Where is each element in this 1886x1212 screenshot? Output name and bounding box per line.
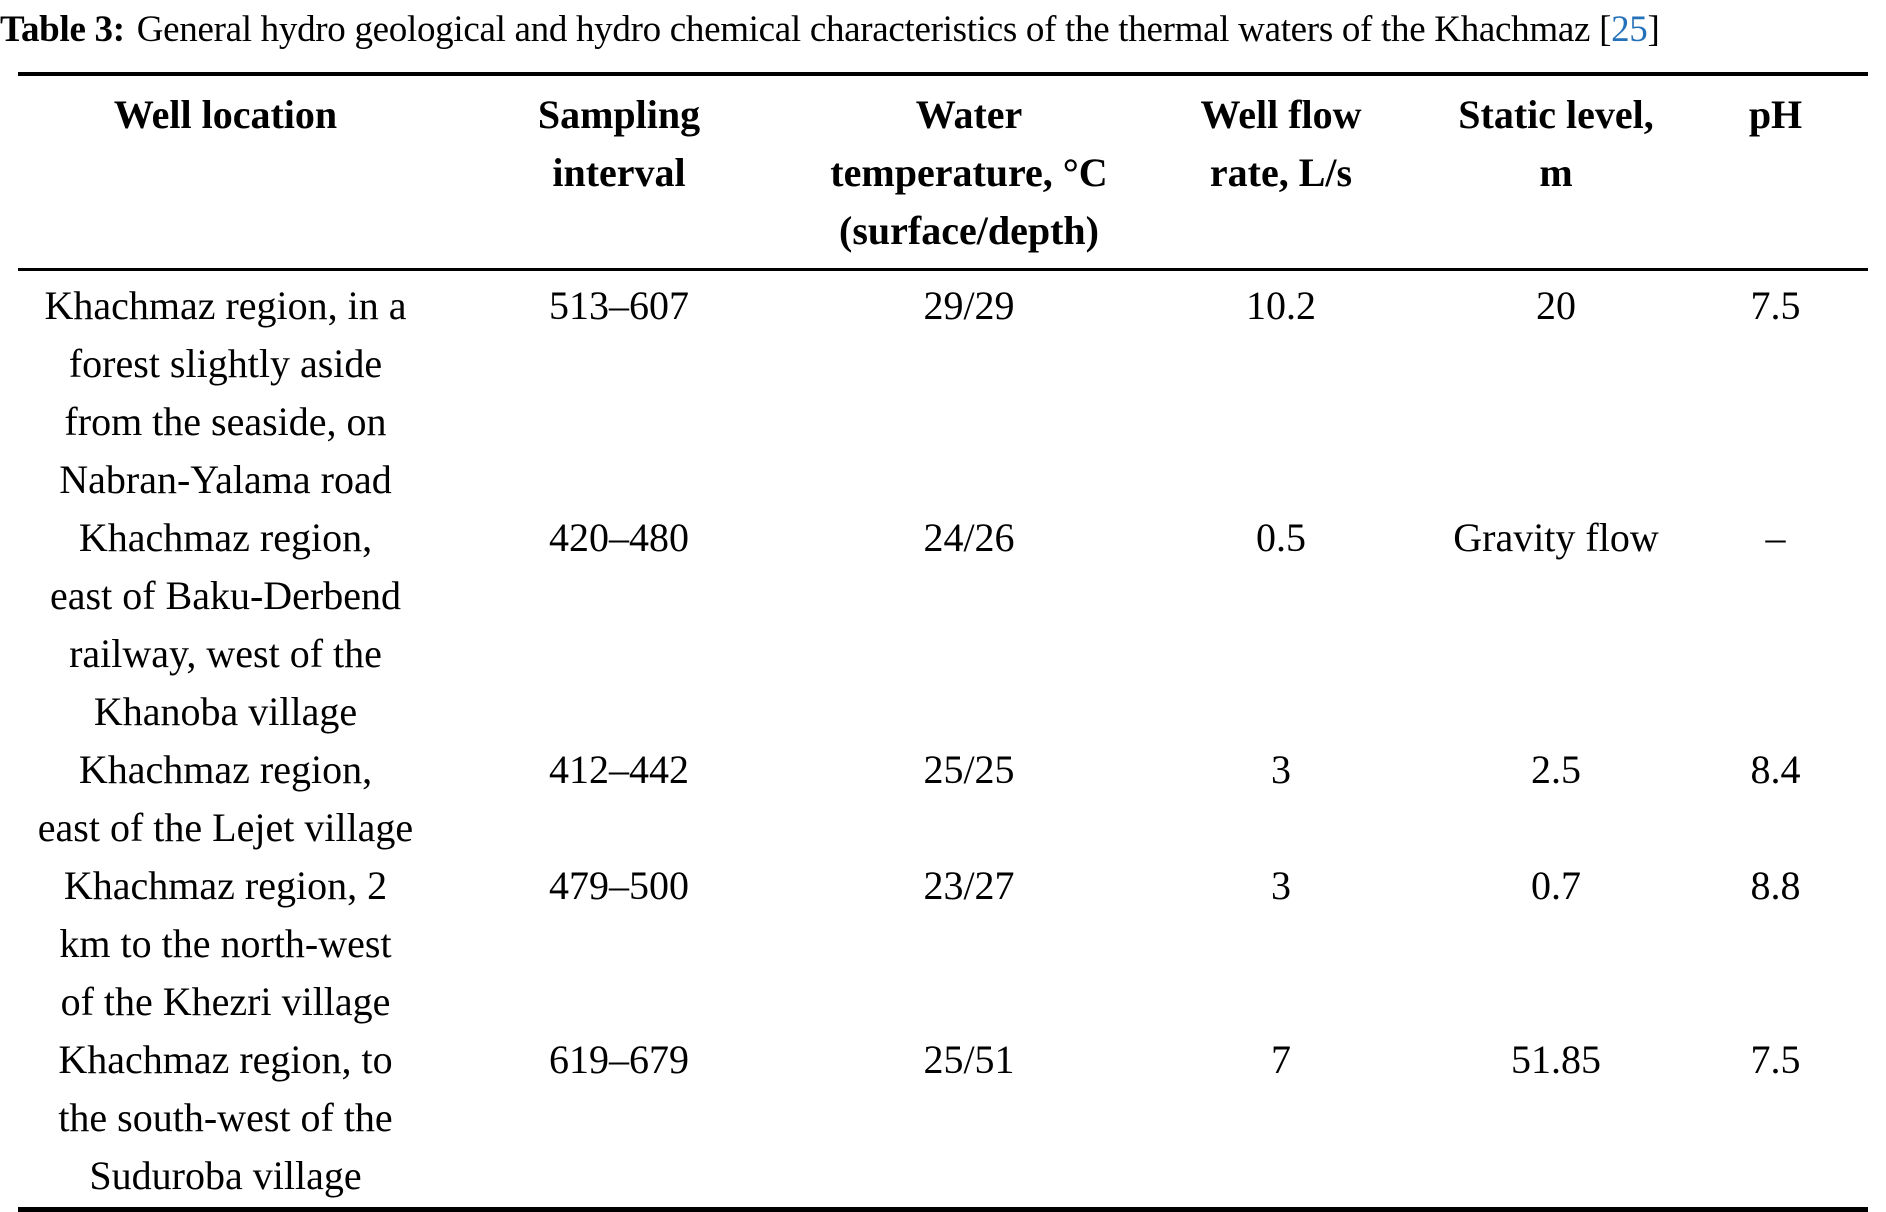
cell-static-level: 51.85 [1511,1037,1601,1082]
table-header [18,76,1868,271]
column-header-well-flow-rate [1133,86,1429,202]
cell-well-location [18,1031,433,1205]
cell-water-temperature: 23/27 [923,863,1015,908]
caption-text: General hydro geological and hydro chemical characteristics of the thermal waters of the Khachmaz [136,9,1591,50]
header-line: m [1539,150,1573,195]
cell-sampling-interval: 420–480 [549,515,689,560]
cell-well-flow-rate: 3 [1271,863,1291,908]
table-body [18,271,1868,1207]
table-row [18,741,1868,857]
cell-ph: 8.4 [1750,747,1801,792]
table-row [18,277,1868,509]
header-line: interval [552,150,686,195]
cell-well-flow-rate: 10.2 [1246,283,1316,328]
cell-static-level: 20 [1536,283,1576,328]
cell-static-level: 0.7 [1531,863,1581,908]
citation-bracket-close: ] [1647,9,1660,50]
cell-well-flow-rate: 0.5 [1256,515,1306,560]
header-line: temperature, °C [830,150,1108,195]
data-table [18,72,1868,1212]
header-line: (surface/depth) [839,208,1099,253]
cell-sampling-interval: 412–442 [549,747,689,792]
cell-water-temperature: 29/29 [923,283,1015,328]
location-line: of the Khezri village [60,979,391,1024]
cell-well-location [18,857,433,1031]
location-line: railway, west of the [69,631,382,676]
location-line: forest slightly aside [68,341,383,386]
location-line: Suduroba village [89,1153,362,1198]
cell-sampling-interval: 479–500 [549,863,689,908]
column-header-static-level [1429,86,1683,202]
table-caption [0,0,1886,58]
cell-well-location [18,277,433,509]
cell-well-flow-rate: 3 [1271,747,1291,792]
cell-ph: – [1765,515,1786,560]
location-line: Khanoba village [93,689,358,734]
header-line: pH [1748,92,1803,137]
caption-label: Table 3: [0,9,125,50]
cell-water-temperature: 25/51 [923,1037,1015,1082]
cell-water-temperature: 25/25 [923,747,1015,792]
header-line: Sampling [537,92,701,137]
table-row [18,509,1868,741]
column-header-well-location [18,86,433,144]
cell-water-temperature: 24/26 [923,515,1015,560]
location-line: Khachmaz region, [78,515,373,560]
cell-ph: 8.8 [1750,863,1801,908]
header-line: Water [915,92,1023,137]
location-line: east of the Lejet village [37,805,414,850]
header-line: rate, L/s [1209,150,1353,195]
cell-well-location [18,741,433,857]
location-line: km to the north-west [59,921,392,966]
cell-sampling-interval: 513–607 [549,283,689,328]
cell-well-location [18,509,433,741]
column-header-water-temperature [805,86,1133,260]
location-line: from the seaside, on [64,399,387,444]
cell-static-level: Gravity flow [1453,515,1659,560]
column-header-ph [1683,86,1868,144]
cell-ph: 7.5 [1750,1037,1801,1082]
table-row [18,857,1868,1031]
column-header-sampling-interval [433,86,805,202]
header-line: Well location [113,92,338,137]
citation-link[interactable]: 25 [1611,9,1648,50]
location-line: Khachmaz region, 2 [63,863,388,908]
cell-well-flow-rate: 7 [1271,1037,1291,1082]
cell-ph: 7.5 [1750,283,1801,328]
cell-sampling-interval: 619–679 [549,1037,689,1082]
table-row [18,1031,1868,1205]
cell-static-level: 2.5 [1531,747,1581,792]
location-line: the south-west of the [58,1095,393,1140]
location-line: Khachmaz region, to [58,1037,393,1082]
citation-bracket-open: [ [1599,9,1612,50]
header-line: Static level, [1458,92,1654,137]
location-line: Khachmaz region, in a [44,283,407,328]
location-line: east of Baku-Derbend [50,573,401,618]
location-line: Khachmaz region, [78,747,373,792]
location-line: Nabran-Yalama road [59,457,392,502]
header-line: Well flow [1200,92,1362,137]
